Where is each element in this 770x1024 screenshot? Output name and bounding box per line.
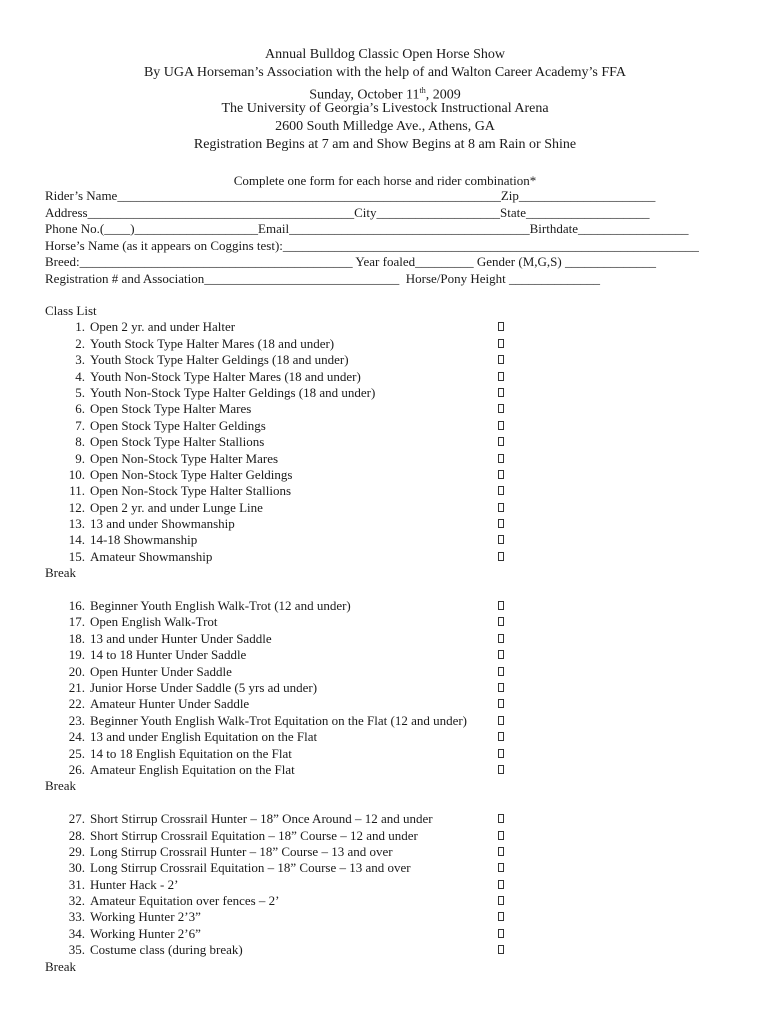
class-name: Costume class (during break)	[90, 942, 243, 958]
class-number: 15.	[68, 548, 85, 564]
entry-checkbox[interactable]	[498, 388, 504, 397]
form-instruction: Complete one form for each horse and rider combination*	[233, 173, 537, 188]
entry-checkbox[interactable]	[498, 372, 504, 381]
class-number: 21.	[68, 679, 85, 695]
class-row	[45, 680, 745, 696]
class-row	[45, 729, 745, 745]
class-number: 30.	[68, 860, 85, 876]
class-list-title-row	[45, 303, 745, 319]
class-number: 20.	[68, 663, 85, 679]
class-name: Amateur Showmanship	[90, 548, 213, 564]
address-city-state-field[interactable]: Address_________________________________________City___________________State___________________	[45, 204, 650, 220]
class-row	[45, 483, 745, 499]
class-name: Open 2 yr. and under Halter	[90, 319, 236, 335]
entry-checkbox[interactable]	[498, 421, 504, 430]
registration-times: Registration Begins at 7 am and Show Begins at 8 am Rain or Shine	[193, 137, 577, 152]
class-name: 13 and under Showmanship	[90, 516, 235, 532]
class-name: 13 and under English Equitation on the Flat	[90, 729, 318, 745]
class-row	[45, 467, 745, 483]
entry-checkbox[interactable]	[498, 667, 504, 676]
class-name: Amateur Hunter Under Saddle	[90, 696, 250, 712]
class-row	[45, 598, 745, 614]
class-row	[45, 877, 745, 893]
class-number: 35.	[68, 942, 85, 958]
class-number: 27.	[68, 811, 85, 827]
class-row	[45, 401, 745, 417]
section-spacer	[45, 795, 745, 811]
class-number: 32.	[68, 893, 85, 909]
class-name: Amateur English Equitation on the Flat	[90, 761, 295, 777]
class-number: 19.	[68, 647, 85, 663]
class-name: Short Stirrup Crossrail Equitation – 18” Course – 12 and under	[90, 827, 418, 843]
class-number: 7.	[75, 417, 85, 433]
rider-name-zip-field[interactable]: Rider’s Name___________________________________________________________Zip_____________________	[45, 188, 656, 203]
entry-checkbox[interactable]	[498, 863, 504, 872]
class-number: 18.	[68, 630, 85, 646]
entry-checkbox[interactable]	[498, 535, 504, 544]
class-name: Youth Stock Type Halter Mares (18 and under)	[90, 335, 335, 351]
class-number: 16.	[68, 598, 85, 614]
show-date	[0, 82, 770, 103]
class-name: Youth Stock Type Halter Geldings (18 and under)	[90, 352, 349, 368]
class-number: 31.	[68, 876, 85, 892]
entry-checkbox[interactable]	[498, 601, 504, 610]
class-name: 14-18 Showmanship	[90, 532, 198, 548]
class-name: Short Stirrup Crossrail Hunter – 18” Once Around – 12 and under	[90, 811, 433, 827]
class-name: Hunter Hack - 2’	[90, 876, 179, 892]
form-header	[0, 46, 770, 154]
class-name: Open Stock Type Halter Mares	[90, 401, 252, 417]
class-number: 10.	[68, 466, 85, 482]
registration-height-field[interactable]: Registration # and Association______________________________ Horse/Pony Height ______________	[45, 270, 601, 286]
show-date-suffix: th	[419, 86, 426, 95]
class-name: Open Non-Stock Type Halter Stallions	[90, 483, 292, 499]
class-row	[45, 942, 745, 958]
entry-checkbox[interactable]	[498, 650, 504, 659]
class-name: Amateur Equitation over fences – 2’	[90, 893, 280, 909]
class-row	[45, 811, 745, 827]
class-number: 24.	[68, 729, 85, 745]
class-name: Long Stirrup Crossrail Hunter – 18” Course – 13 and over	[90, 843, 393, 859]
class-name: Long Stirrup Crossrail Equitation – 18” Course – 13 and over	[90, 860, 411, 876]
entry-checkbox[interactable]	[498, 896, 504, 905]
class-row	[45, 713, 745, 729]
class-name: 13 and under Hunter Under Saddle	[90, 630, 272, 646]
class-row	[45, 451, 745, 467]
class-number: 2.	[75, 335, 85, 351]
entry-checkbox[interactable]	[498, 322, 504, 331]
phone-email-birthdate-field[interactable]: Phone No.(____)___________________Email_____________________________________Birthdate_________________	[45, 221, 689, 236]
class-number: 12.	[68, 499, 85, 515]
class-row	[45, 647, 745, 663]
class-name: Junior Horse Under Saddle (5 yrs ad under)	[90, 679, 318, 695]
entry-checkbox[interactable]	[498, 503, 504, 512]
class-row	[45, 762, 745, 778]
entry-checkbox[interactable]	[498, 339, 504, 348]
section-spacer	[45, 582, 745, 598]
class-name: 14 to 18 Hunter Under Saddle	[90, 647, 247, 663]
class-row	[45, 746, 745, 762]
class-number: 25.	[68, 745, 85, 761]
class-number: 6.	[75, 401, 85, 417]
break-row	[45, 565, 745, 581]
class-row	[45, 828, 745, 844]
entry-checkbox[interactable]	[498, 880, 504, 889]
class-name: 14 to 18 English Equitation on the Flat	[90, 745, 292, 761]
class-number: 4.	[75, 368, 85, 384]
class-name: Working Hunter 2’6”	[90, 925, 201, 941]
entry-checkbox[interactable]	[498, 617, 504, 626]
entry-checkbox[interactable]	[498, 847, 504, 856]
show-date-part1: Sunday, October 11	[309, 87, 420, 103]
entry-checkbox[interactable]	[498, 732, 504, 741]
class-row	[45, 532, 745, 548]
class-row	[45, 860, 745, 876]
class-name: Youth Non-Stock Type Halter Geldings (18 and under)	[90, 384, 376, 400]
class-row	[45, 664, 745, 680]
entry-checkbox[interactable]	[498, 749, 504, 758]
class-number: 8.	[75, 434, 85, 450]
class-row	[45, 418, 745, 434]
class-number: 26.	[68, 761, 85, 777]
break-row	[45, 959, 745, 975]
class-number: 13.	[68, 516, 85, 532]
class-row	[45, 844, 745, 860]
class-name: Open Non-Stock Type Halter Geldings	[90, 466, 293, 482]
horse-name-field[interactable]: Horse’s Name (as it appears on Coggins test):________________________________________________________________	[45, 237, 699, 253]
class-name: Open 2 yr. and under Lunge Line	[90, 499, 263, 515]
break-label: Break	[45, 958, 77, 974]
class-name: Open Non-Stock Type Halter Mares	[90, 450, 279, 466]
class-name: Working Hunter 2’3”	[90, 909, 201, 925]
class-row	[45, 893, 745, 909]
class-number: 34.	[68, 925, 85, 941]
class-row	[45, 614, 745, 630]
organizer-line: By UGA Horseman’s Association with the help of and Walton Career Academy’s FFA	[143, 65, 627, 80]
class-row	[45, 516, 745, 532]
class-row	[45, 336, 745, 352]
class-number: 33.	[68, 909, 85, 925]
entry-checkbox[interactable]	[498, 470, 504, 479]
class-number: 3.	[75, 352, 85, 368]
show-title: Annual Bulldog Classic Open Horse Show	[265, 47, 505, 62]
class-list-title: Class List	[45, 303, 97, 318]
class-number: 17.	[68, 614, 85, 630]
class-name: Open English Walk-Trot	[90, 614, 218, 630]
break-label: Break	[45, 778, 77, 794]
class-name: Youth Non-Stock Type Halter Mares (18 and under)	[90, 368, 361, 384]
class-number: 1.	[75, 319, 85, 335]
class-name: Open Hunter Under Saddle	[90, 663, 232, 679]
class-name: Beginner Youth English Walk-Trot (12 and under)	[90, 598, 351, 614]
break-label: Break	[45, 565, 77, 581]
entry-checkbox[interactable]	[498, 634, 504, 643]
entry-checkbox[interactable]	[498, 716, 504, 725]
class-row	[45, 319, 745, 335]
class-list	[45, 303, 745, 975]
entry-checkbox[interactable]	[498, 699, 504, 708]
class-number: 22.	[68, 696, 85, 712]
entry-checkbox[interactable]	[498, 945, 504, 954]
entry-checkbox[interactable]	[498, 912, 504, 921]
class-row	[45, 500, 745, 516]
class-row	[45, 385, 745, 401]
class-number: 5.	[75, 384, 85, 400]
entry-checkbox[interactable]	[498, 355, 504, 364]
entry-checkbox[interactable]	[498, 486, 504, 495]
class-number: 9.	[75, 450, 85, 466]
address-line: 2600 South Milledge Ave., Athens, GA	[275, 119, 495, 134]
class-name: Open Stock Type Halter Geldings	[90, 417, 266, 433]
class-row	[45, 909, 745, 925]
show-date-part2: , 2009	[425, 87, 461, 103]
entry-checkbox[interactable]	[498, 519, 504, 528]
class-number: 28.	[68, 827, 85, 843]
class-row	[45, 926, 745, 942]
entry-checkbox[interactable]	[498, 831, 504, 840]
class-name: Open Stock Type Halter Stallions	[90, 434, 265, 450]
class-row	[45, 369, 745, 385]
entry-checkbox[interactable]	[498, 552, 504, 561]
class-name: Beginner Youth English Walk-Trot Equitation on the Flat (12 and under)	[90, 712, 468, 728]
class-row	[45, 696, 745, 712]
class-number: 23.	[68, 712, 85, 728]
entry-checkbox[interactable]	[498, 814, 504, 823]
entry-checkbox[interactable]	[498, 683, 504, 692]
entry-checkbox[interactable]	[498, 454, 504, 463]
class-row	[45, 352, 745, 368]
break-row	[45, 778, 745, 794]
venue-line: The University of Georgia’s Livestock Instructional Arena	[221, 101, 549, 116]
class-row	[45, 549, 745, 565]
class-row	[45, 434, 745, 450]
entry-checkbox[interactable]	[498, 437, 504, 446]
class-row	[45, 631, 745, 647]
class-number: 14.	[68, 532, 85, 548]
breed-year-gender-field[interactable]: Breed:__________________________________________ Year foaled_________ Gender (M,G,S) ______________	[45, 254, 656, 269]
class-number: 29.	[68, 843, 85, 859]
entry-checkbox[interactable]	[498, 929, 504, 938]
class-number: 11.	[69, 483, 85, 499]
entry-checkbox[interactable]	[498, 765, 504, 774]
rider-info-fields	[45, 188, 765, 287]
entry-checkbox[interactable]	[498, 404, 504, 413]
